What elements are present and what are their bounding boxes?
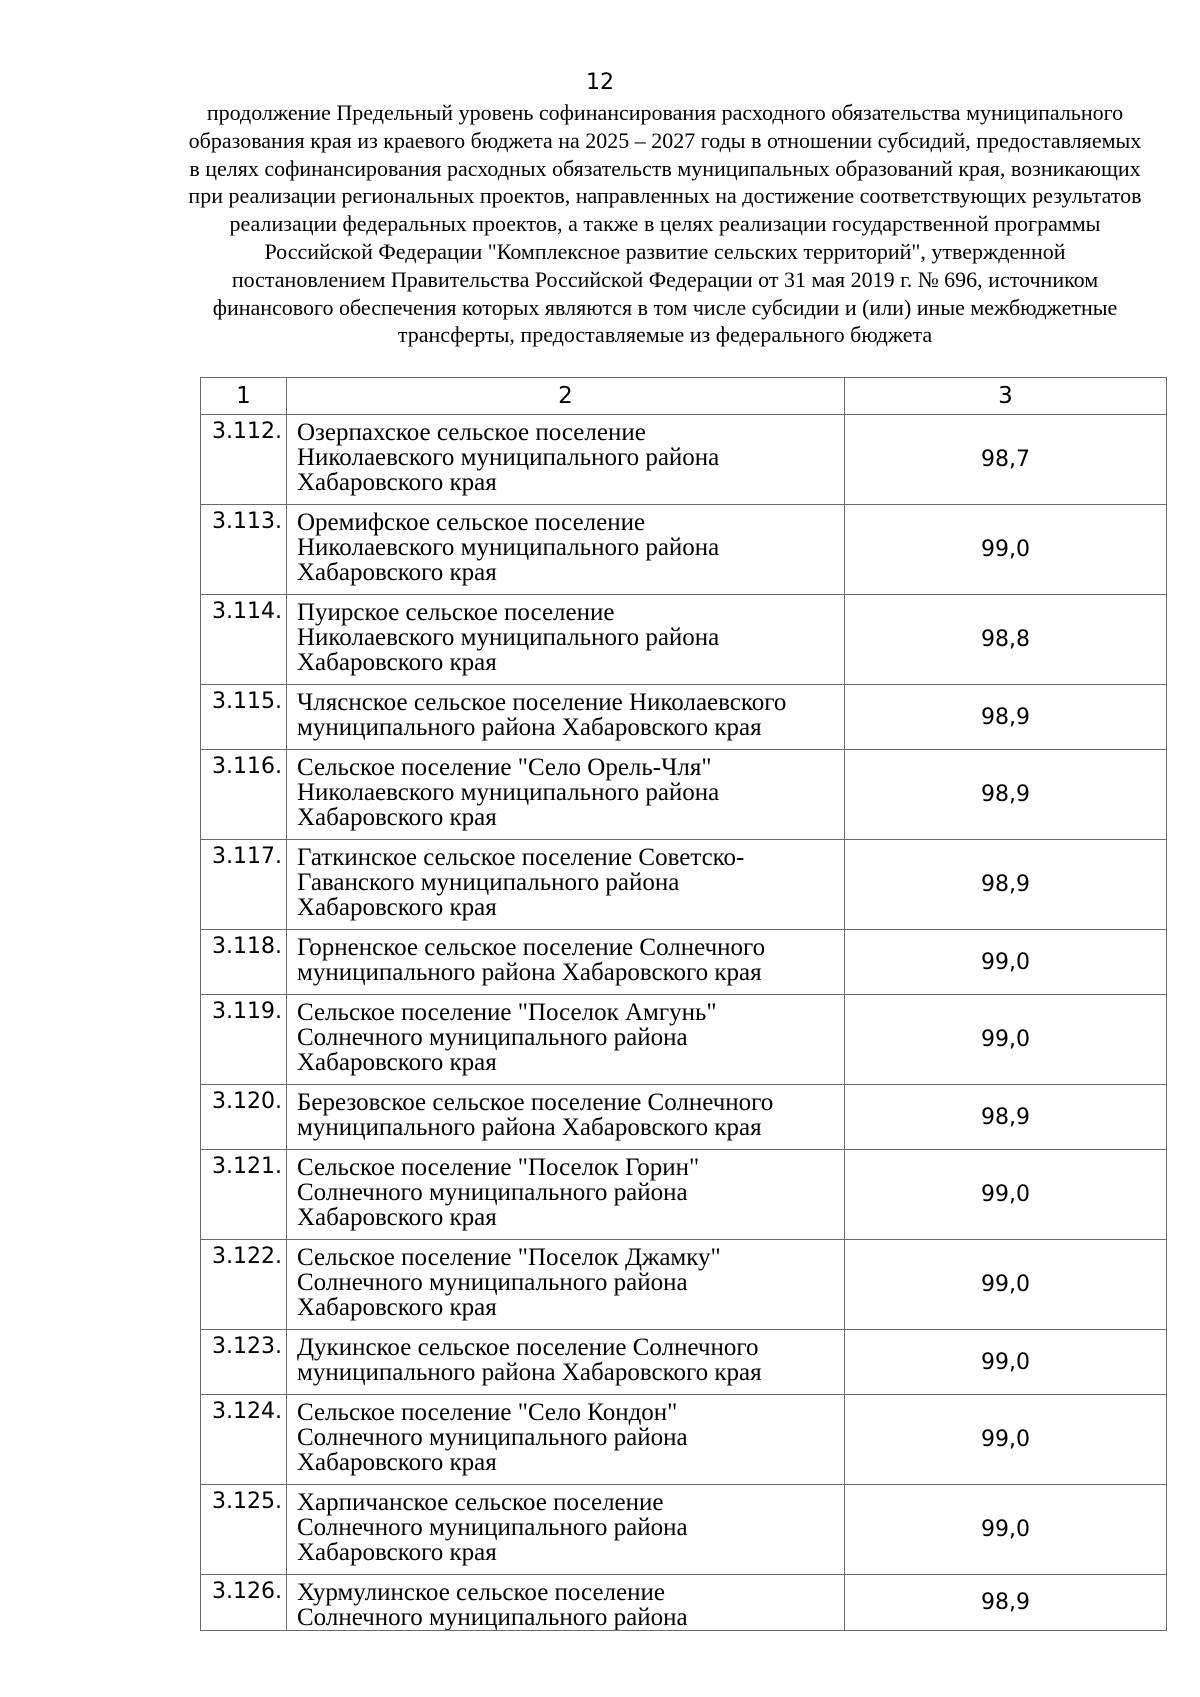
table-row (201, 1330, 1167, 1395)
table-row (201, 1485, 1167, 1575)
row-number: 3.112. (201, 415, 287, 505)
table-row (201, 505, 1167, 595)
cofinancing-level: 98,9 (845, 1575, 1167, 1631)
table-row (201, 1085, 1167, 1150)
settlement-name: Сельское поселение "Поселок Амгунь" Солнечного муниципального района Хабаровского края (287, 995, 845, 1085)
table-row (201, 595, 1167, 685)
settlement-name: Сельское поселение "Поселок Горин" Солнечного муниципального района Хабаровского края (287, 1150, 845, 1240)
header-row (201, 378, 1167, 415)
row-number: 3.121. (201, 1150, 287, 1240)
settlement-name: Сельское поселение "Село Кондон" Солнечного муниципального района Хабаровского края (287, 1395, 845, 1485)
header-cell-3: 3 (845, 378, 1167, 415)
cofinancing-level: 98,8 (845, 595, 1167, 685)
table-row (201, 840, 1167, 930)
row-number: 3.115. (201, 685, 287, 750)
cofinancing-level: 99,0 (845, 1330, 1167, 1395)
row-number: 3.125. (201, 1485, 287, 1575)
header-cell-2: 2 (287, 378, 845, 415)
row-number: 3.122. (201, 1240, 287, 1330)
settlement-name: Сельское поселение "Поселок Джамку" Солнечного муниципального района Хабаровского края (287, 1240, 845, 1330)
subsidy-table (200, 377, 1167, 1631)
settlement-name: Березовское сельское поселение Солнечного муниципального района Хабаровского края (287, 1085, 845, 1150)
row-number: 3.120. (201, 1085, 287, 1150)
table-row (201, 930, 1167, 995)
settlement-name: Горненское сельское поселение Солнечного муниципального района Хабаровского края (287, 930, 845, 995)
table-row (201, 1395, 1167, 1485)
row-number: 3.118. (201, 930, 287, 995)
settlement-name: Чляснское сельское поселение Николаевского муниципального района Хабаровского края (287, 685, 845, 750)
row-number: 3.126. (201, 1575, 287, 1631)
settlement-name: Дукинское сельское поселение Солнечного муниципального района Хабаровского края (287, 1330, 845, 1395)
cofinancing-level: 99,0 (845, 505, 1167, 595)
settlement-name: Хурмулинское сельское поселение Солнечного муниципального района (287, 1575, 845, 1631)
row-number: 3.123. (201, 1330, 287, 1395)
cofinancing-level: 98,9 (845, 840, 1167, 930)
page-number: 12 (586, 70, 614, 95)
settlement-name: Сельское поселение "Село Орель-Чля" Николаевского муниципального района Хабаровского края (287, 750, 845, 840)
cofinancing-level: 99,0 (845, 1395, 1167, 1485)
cofinancing-level: 98,9 (845, 1085, 1167, 1150)
cofinancing-level: 98,9 (845, 750, 1167, 840)
settlement-name: Озерпахское сельское поселение Николаевского муниципального района Хабаровского края (287, 415, 845, 505)
table-row (201, 750, 1167, 840)
table-title: продолжение Предельный уровень софинансирования расходного обязательства муниципального образования края из краевого бюджета на 2025 – 2027 годы в отношении субсидий, предоставляемых в целях софинансирования расходных обязательств муниципальных образований края, возникающих при реализации региональных проектов, направленных на достижение соответствующих результатов реализации федеральных проектов, а также в целях реализации государственной программы Российской Федерации "Комплексное развитие сельских территорий", утвержденной постановлением Правительства Российской Федерации от 31 мая 2019 г. № 696, источником финансового обеспечения которых являются в том числе субсидии и (или) иные межбюджетные трансферты, предоставляемые из федерального бюджета (188, 100, 1142, 348)
cofinancing-level: 98,9 (845, 685, 1167, 750)
table-row (201, 995, 1167, 1085)
table-row (201, 685, 1167, 750)
table-row (201, 1150, 1167, 1240)
cofinancing-level: 99,0 (845, 1150, 1167, 1240)
row-number: 3.116. (201, 750, 287, 840)
cofinancing-level: 99,0 (845, 1240, 1167, 1330)
cofinancing-level: 98,7 (845, 415, 1167, 505)
cofinancing-level: 99,0 (845, 1485, 1167, 1575)
row-number: 3.113. (201, 505, 287, 595)
settlement-name: Оремифское сельское поселение Николаевского муниципального района Хабаровского края (287, 505, 845, 595)
settlement-name: Гаткинское сельское поселение Советско- Гаванского муниципального района Хабаровского края (287, 840, 845, 930)
cofinancing-level: 99,0 (845, 995, 1167, 1085)
row-number: 3.114. (201, 595, 287, 685)
row-number: 3.124. (201, 1395, 287, 1485)
table-row (201, 1240, 1167, 1330)
header-cell-1: 1 (201, 378, 287, 415)
table-row (201, 415, 1167, 505)
cofinancing-level: 99,0 (845, 930, 1167, 995)
row-number: 3.117. (201, 840, 287, 930)
settlement-name: Пуирское сельское поселение Николаевского муниципального района Хабаровского края (287, 595, 845, 685)
row-number: 3.119. (201, 995, 287, 1085)
table-row (201, 1575, 1167, 1631)
settlement-name: Харпичанское сельское поселение Солнечного муниципального района Хабаровского края (287, 1485, 845, 1575)
